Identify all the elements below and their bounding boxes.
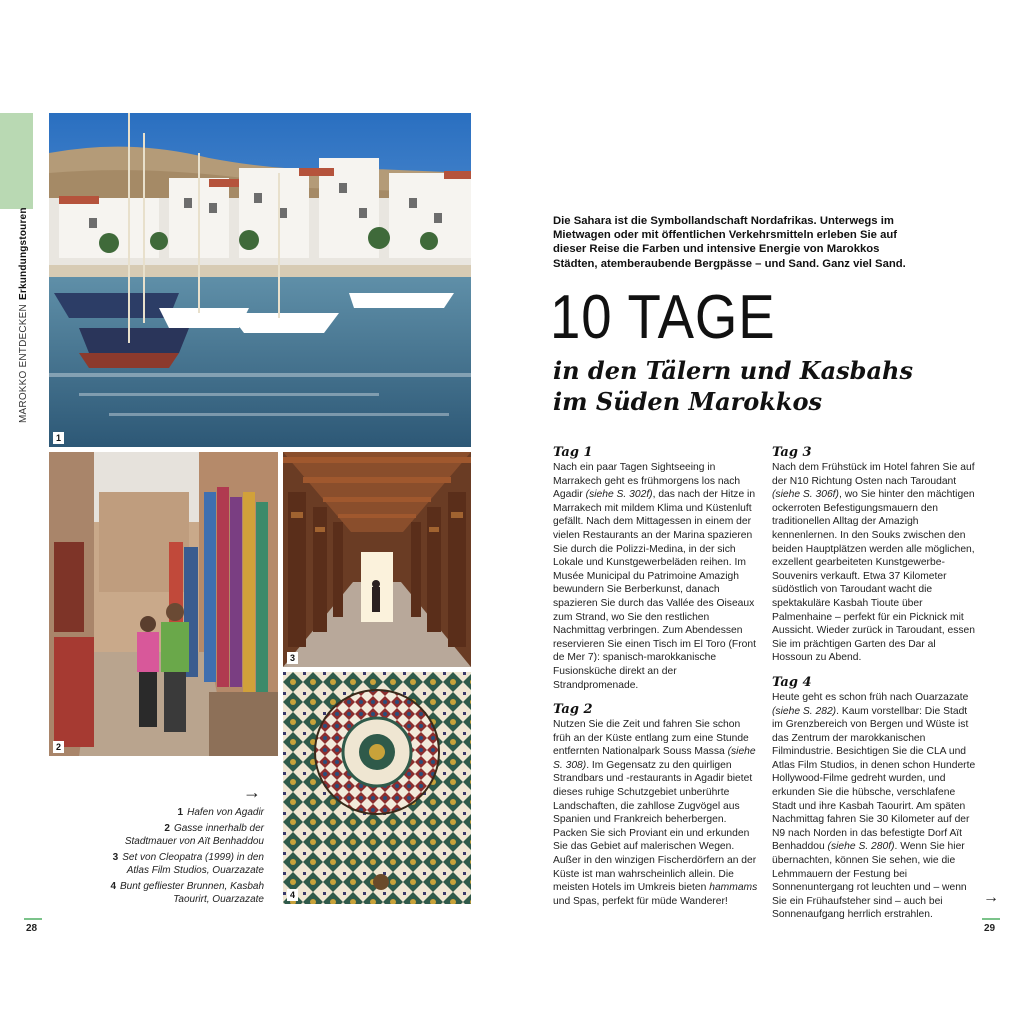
page-subtitle: in den Tälern und Kasbahs im Süden Marokkos: [553, 356, 913, 416]
running-head-part1: MAROKKO ENTDECKEN: [18, 304, 29, 423]
caption-item: 1 Hafen von Agadir: [177, 807, 264, 818]
day-text: Nach dem Frühstück im Hotel fahren Sie auf der N10 Richtung Osten nach Taroudant (siehe S. 306f), wo Sie hinter den mächtigen ockerroten Befestigungsmauern den traditionellen Alltag der Amazigh kennenlernen. In den Souks zwischen den beiden Hauptplätzen werden alle möglichen, exzellent gearbeiteten Kunstgewerbe-Souvenirs verkauft. Etwa 37 Kilometer südöstlich von Taroudant wacht die spektakuläre Kasbah Tioute über Palmenhaine – perfekt für ein Picknick mit Aussicht. Wieder zurück in Taroudant, essen Sie im prächtigen Garten des Dar al Hossoun zu Abend.: [772, 462, 975, 664]
caption-item: 2 Gasse innerhalb der Stadtmauer von Aït Benhaddou: [124, 823, 264, 847]
day-heading: Tag 2: [553, 702, 593, 718]
folio-rule-right: [982, 918, 1000, 920]
day-heading: Tag 1: [553, 445, 593, 460]
page-title: 10 TAGE: [550, 283, 776, 352]
day-text: Heute geht es schon früh nach Ouarzazate (siehe S. 282). Kaum vorstellbar: Die Stadt im Grenzbereich von Bergen und Wüste ist das Zentrum der marokkanischen Filmindustrie. Besichtigen Sie die CLA und Atlas Film Studios, in denen schon Hunderte Hollywood-Filme gedreht wurden, und erkunden Sie die hübsche, verschlafene Stadt und ihre Kasbah Taourirt. Am späten Nachmittag fahren Sie 30 Kilometer auf der N9 nach Norden in das befestigte Dorf Aït Benhaddou (siehe S. 280f). Wenn Sie hier übernachten, können Sie sehen, wie die Lehmmauern der Festung bei Sonnenuntergang rot leuchten und – wenn Sie ein Frühaufsteher sind – auch bei Sonnenaufgang herrlich erstrahlen.: [772, 691, 976, 921]
text-column-right: [772, 445, 977, 932]
photo-captions: [110, 806, 264, 909]
next-page-arrow-icon: →: [983, 889, 999, 906]
day-heading: Tag 4: [772, 674, 812, 690]
section-tab: [0, 113, 33, 209]
photo-ait-benhaddou-alley: [49, 452, 278, 756]
caption-item: 3 Set von Cleopatra (1999) in den Atlas Film Studios, Ouarzazate: [112, 852, 264, 876]
day-heading: Tag 3: [772, 445, 812, 460]
day-text: Nach ein paar Tagen Sightseeing in Marrakech geht es frühmorgens los nach Agadir (siehe S. 302f), das nach der Hitze in Marrakech mit mildem Klima und Küstenluft gefällt. Nach dem Mittagessen in einem der vielen Restaurants an der Marina spazieren Sie durch die Polizzi-Medina, in der sich Lokale und Kunstgewerbeläden reihen. Im Musée Municipal du Patrimoine Amazigh bewundern Sie Berberkunst, danach spazieren Sie durch das Vallée des Oiseaux zum Strand, wo Sie den restlichen Nachmittag verbringen. Zum Abendessen reservieren Sie einen Tisch im El Toro (Front de Mer 7): spanisch-marokkanische Fusionsküche direkt an der Strandpromenade.: [553, 462, 756, 691]
page-number-right: 29: [984, 923, 996, 934]
photo-agadir-harbor: [49, 113, 471, 447]
intro-text: Die Sahara ist die Symbollandschaft Nordafrikas. Unterwegs im Mietwagen oder mit öffentlichen Verkehrsmitteln erleben Sie auf dieser Reise die Farben und intensive Energie von Marokkos Städten, atemberaubende Bergpässe – und Sand. Ganz viel Sand.: [553, 215, 906, 270]
next-arrow-icon: →: [243, 782, 261, 802]
running-head-part2: Erkundungstouren: [18, 207, 29, 301]
photo-cleopatra-set: [283, 452, 471, 667]
text-column-left: [553, 445, 758, 918]
running-head: [14, 207, 34, 423]
photo-number: 4: [287, 889, 298, 901]
folio-rule-left: [24, 918, 42, 920]
photo-number: 1: [53, 432, 64, 444]
photo-tiled-fountain: [283, 672, 471, 904]
photo-number: 3: [287, 652, 298, 664]
day-text: Nutzen Sie die Zeit und fahren Sie schon früh an der Küste entlang zum eine Stunde entfernten Nationalpark Souss Massa (siehe S. 308). Im Gegensatz zu den quirligen Strandbars und -restaurants in Agadir bietet dieses ruhige Schutzgebiet unberührte Landschaften, die zahllose Zugvögel aus Spanien und Frankreich beherbergen. Packen Sie sich Proviant ein und erkunden Sie das Gebiet auf malerischen Wegen. Außer in den winzigen Fischerdörfern an der Küste ist man wahrscheinlich allein. Die meisten Hotels im Umkreis bieten hammams und Spas, perfekt für müde Wanderer!: [553, 719, 758, 907]
page-number-left: 28: [26, 923, 38, 934]
caption-item: 4 Bunt gefliester Brunnen, Kasbah Taourirt, Ouarzazate: [110, 881, 264, 905]
photo-number: 2: [53, 741, 64, 753]
